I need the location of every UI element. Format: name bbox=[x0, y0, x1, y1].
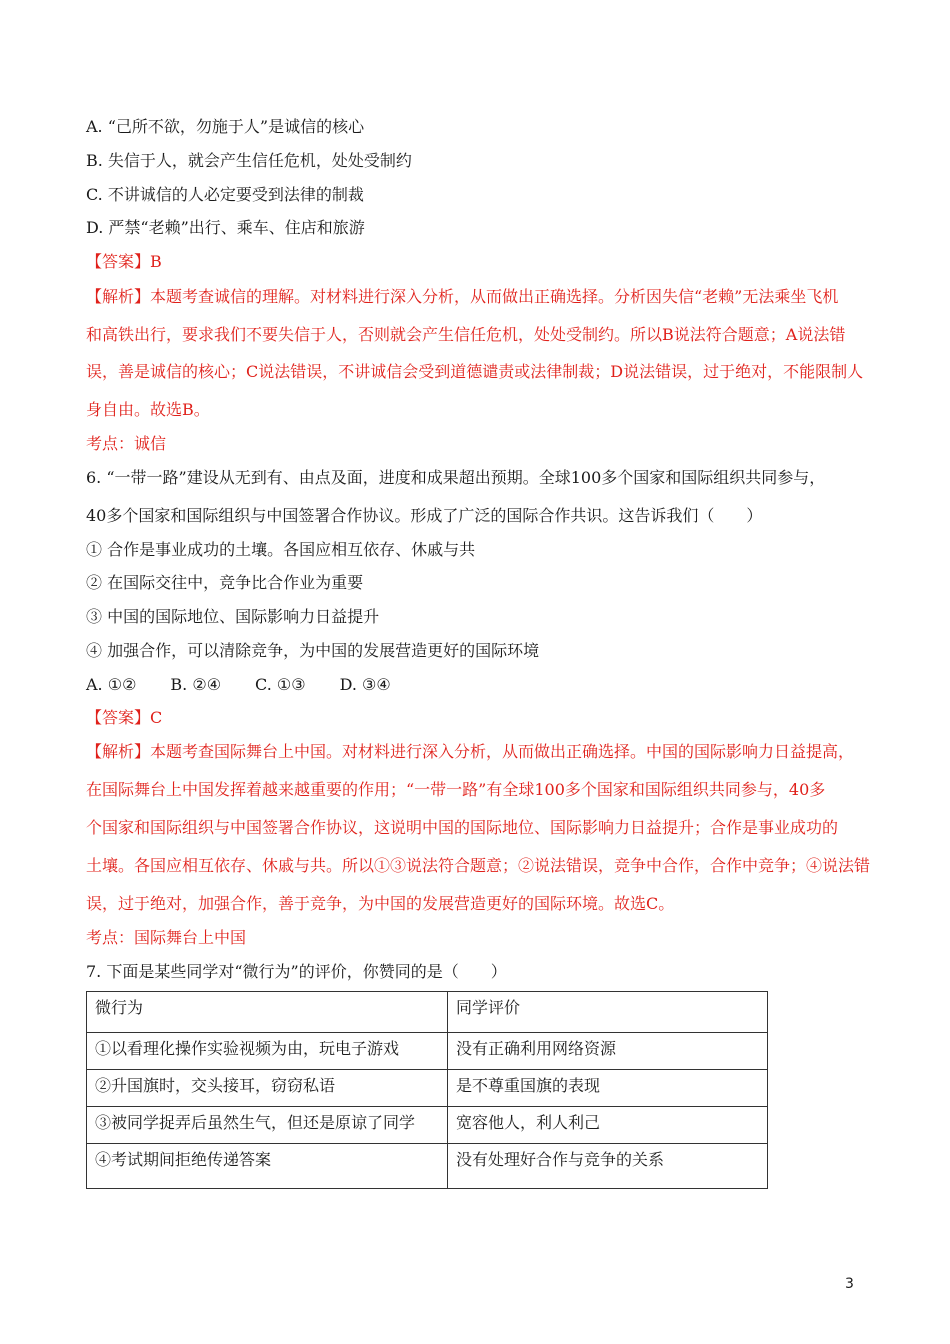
table-cell: ②升国旗时，交头接耳，窃窃私语 bbox=[87, 1070, 448, 1107]
table-cell: ①以看理化操作实验视频为由，玩电子游戏 bbox=[87, 1033, 448, 1070]
q6-choice-a: A. ①② bbox=[86, 675, 137, 694]
q6-stem-line: 40多个国家和国际组织与中国签署合作协议。形成了广泛的国际合作共识。这告诉我们（ ） bbox=[86, 506, 763, 525]
table-cell: 是不尊重国旗的表现 bbox=[448, 1070, 768, 1107]
q6-point: 考点：国际舞台上中国 bbox=[86, 928, 247, 947]
table-cell: 宽容他人，利人利己 bbox=[448, 1107, 768, 1144]
q5-answer: 【答案】B bbox=[86, 252, 162, 271]
q6-choice-d: D. ③④ bbox=[339, 675, 391, 694]
q6-answer: 【答案】C bbox=[86, 708, 163, 727]
q6-analysis-line: 土壤。各国应相互依存、休戚与共。所以①③说法符合题意；②说法错误，竞争中合作，合作中竞争；④说法错 bbox=[86, 856, 871, 875]
q5-analysis-line: 身自由。故选B。 bbox=[86, 400, 210, 419]
q6-stem-line: 6. “一带一路”建设从无到有、由点及面，进度和成果超出预期。全球100多个国家和国际组织共同参与， bbox=[86, 468, 826, 487]
table-row bbox=[87, 1033, 768, 1070]
q5-option-d: D. 严禁“老赖”出行、乘车、住店和旅游 bbox=[86, 218, 365, 237]
table-cell: ③被同学捉弄后虽然生气，但还是原谅了同学 bbox=[87, 1107, 448, 1144]
table-header-cell: 微行为 bbox=[87, 992, 448, 1033]
q7-evaluation-table bbox=[86, 991, 768, 1189]
q6-choice-c: C. ①③ bbox=[255, 675, 306, 694]
q5-point: 考点：诚信 bbox=[86, 434, 167, 453]
q6-analysis-line: 在国际舞台上中国发挥着越来越重要的作用；“一带一路”有全球100多个国家和国际组织共同参与，40多 bbox=[86, 780, 826, 799]
q5-option-b: B. 失信于人，就会产生信任危机，处处受制约 bbox=[86, 151, 412, 170]
table-row bbox=[87, 1070, 768, 1107]
q6-analysis-line: 误，过于绝对，加强合作，善于竞争，为中国的发展营造更好的国际环境。故选C。 bbox=[86, 894, 675, 913]
table-row bbox=[87, 1107, 768, 1144]
table-header-cell: 同学评价 bbox=[448, 992, 768, 1033]
q6-statement-4: ④ 加强合作，可以清除竞争，为中国的发展营造更好的国际环境 bbox=[86, 641, 540, 660]
table-header-row bbox=[87, 992, 768, 1033]
q5-option-c: C. 不讲诚信的人必定要受到法律的制裁 bbox=[86, 185, 364, 204]
q6-statement-3: ③ 中国的国际地位、国际影响力日益提升 bbox=[86, 607, 380, 626]
q6-analysis-line: 个国家和国际组织与中国签署合作协议，这说明中国的国际地位、国际影响力日益提升；合作是事业成功的 bbox=[86, 818, 839, 837]
q6-analysis-line: 【解析】本题考查国际舞台上中国。对材料进行深入分析，从而做出正确选择。中国的国际影响力日益提高， bbox=[86, 742, 855, 761]
q5-option-a: A. “己所不欲，勿施于人”是诚信的核心 bbox=[86, 117, 365, 136]
q7-stem: 7. 下面是某些同学对“微行为”的评价，你赞同的是（ ） bbox=[86, 962, 507, 981]
table-cell: 没有处理好合作与竞争的关系 bbox=[448, 1144, 768, 1189]
page-number: 3 bbox=[845, 1276, 854, 1292]
q6-statement-2: ② 在国际交往中，竞争比合作业为重要 bbox=[86, 573, 364, 592]
q6-choices bbox=[86, 675, 391, 695]
q6-statement-1: ① 合作是事业成功的土壤。各国应相互依存、休戚与共 bbox=[86, 540, 476, 559]
q5-analysis-line: 【解析】本题考查诚信的理解。对材料进行深入分析，从而做出正确选择。分析因失信“老赖”无法乘坐飞机 bbox=[86, 287, 839, 306]
q5-analysis-line: 误，善是诚信的核心；C说法错误，不讲诚信会受到道德谴责或法律制裁；D说法错误，过于绝对，不能限制人 bbox=[86, 362, 864, 381]
table-row bbox=[87, 1144, 768, 1189]
table-cell: 没有正确利用网络资源 bbox=[448, 1033, 768, 1070]
table-cell: ④考试期间拒绝传递答案 bbox=[87, 1144, 448, 1189]
q6-choice-b: B. ②④ bbox=[170, 675, 222, 694]
q5-analysis-line: 和高铁出行，要求我们不要失信于人，否则就会产生信任危机，处处受制约。所以B说法符合题意；A说法错 bbox=[86, 325, 846, 344]
